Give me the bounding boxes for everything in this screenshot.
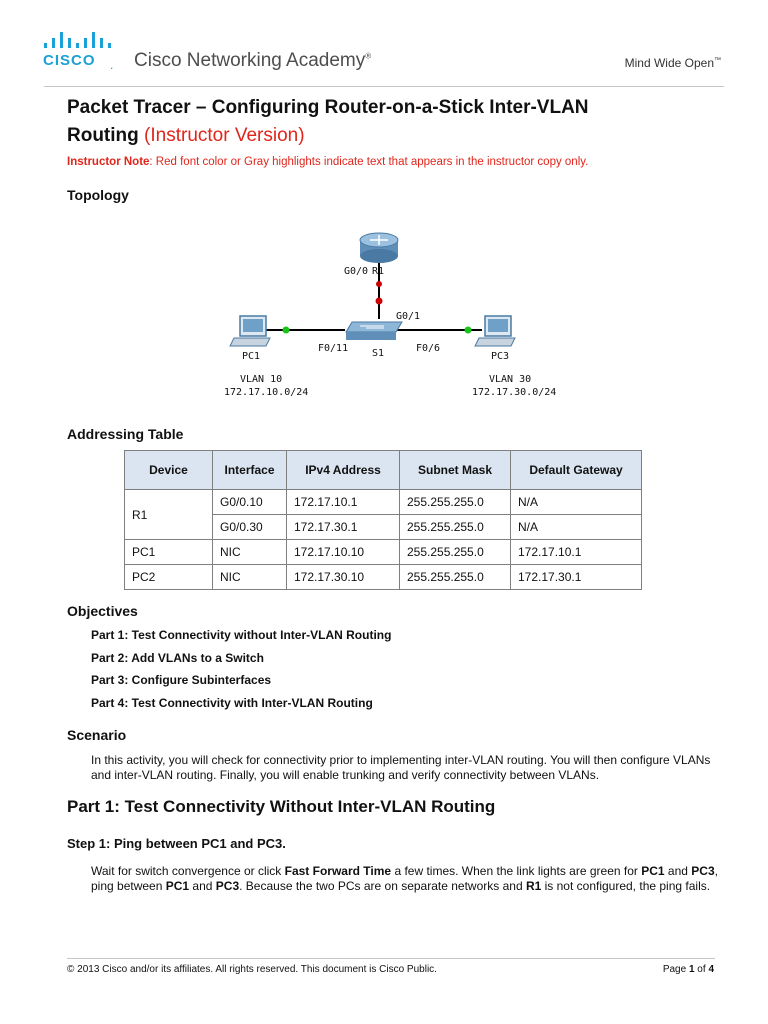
router-icon — [360, 233, 398, 263]
link-light-s1-up — [376, 298, 383, 305]
cell-ip: 172.17.10.10 — [287, 540, 400, 565]
cell-mask: 255.255.255.0 — [400, 565, 511, 590]
objective-item: Part 1: Test Connectivity without Inter-VLAN Routing — [91, 628, 392, 642]
pc3-vlan-label: VLAN 30 — [489, 374, 532, 385]
header-divider — [44, 86, 724, 87]
instructor-version-label: (Instructor Version) — [144, 125, 305, 146]
column-header-ipv4: IPv4 Address — [287, 451, 400, 490]
cell-interface: NIC — [213, 565, 287, 590]
cisco-logo-wordmark: CISCO — [43, 52, 96, 69]
table-row — [125, 565, 642, 590]
cell-device: PC1 — [125, 540, 213, 565]
step1-heading: Step 1: Ping between PC1 and PC3. — [67, 836, 286, 851]
cell-mask: 255.255.255.0 — [400, 540, 511, 565]
cell-gateway: 172.17.30.1 — [511, 565, 642, 590]
column-header-device: Device — [125, 451, 213, 490]
cell-device: R1 — [125, 490, 213, 540]
cell-interface: NIC — [213, 540, 287, 565]
router-port-label: G0/0 — [344, 266, 369, 277]
registered-mark: ® — [365, 51, 372, 61]
cell-mask: 255.255.255.0 — [400, 515, 511, 540]
cisco-logo-dot: . — [110, 58, 114, 72]
link-light-pc1 — [283, 327, 290, 334]
pc3-subnet-label: 172.17.30.0/24 — [472, 387, 557, 398]
tagline: Mind Wide Open™ — [624, 56, 721, 70]
objective-item: Part 2: Add VLANs to a Switch — [91, 651, 264, 665]
column-header-interface: Interface — [213, 451, 287, 490]
cell-ip: 172.17.30.1 — [287, 515, 400, 540]
page-header — [0, 0, 768, 88]
academy-name: Cisco Networking Academy® — [134, 50, 372, 71]
page-number: Page 1 of 4 — [662, 964, 714, 975]
cell-interface: G0/0.30 — [213, 515, 287, 540]
table-row — [125, 540, 642, 565]
trademark-mark: ™ — [714, 57, 721, 64]
page-title: Packet Tracer – Configuring Router-on-a-Stick Inter-VLAN Routing (Instructor Version) — [67, 97, 589, 146]
pc1-icon — [230, 316, 270, 346]
objectives-heading: Objectives — [67, 603, 138, 619]
addressing-table-heading: Addressing Table — [67, 426, 184, 442]
step1-text: Wait for switch convergence or click Fast Forward Time a few times. When the link lights are green for PC1 and PC3, ping between PC1 and PC3. Because the two PCs are on separate networks and R1 is not configured, the ping fails. — [91, 864, 718, 893]
footer-divider — [67, 958, 715, 959]
cell-ip: 172.17.30.10 — [287, 565, 400, 590]
pc3-name-label: PC3 — [491, 351, 510, 362]
addressing-table — [124, 450, 642, 590]
pc1-name-label: PC1 — [242, 351, 261, 362]
scenario-text: In this activity, you will check for connectivity prior to implementing inter-VLAN routing. You will then configure VLANs and inter-VLAN routing. Finally, you will enable trunking and verify connectivity between VLANs. — [91, 753, 711, 782]
scenario-heading: Scenario — [67, 727, 127, 743]
router-name-label: R1 — [372, 266, 385, 277]
objective-item: Part 3: Configure Subinterfaces — [91, 673, 272, 687]
column-header-gateway: Default Gateway — [511, 451, 642, 490]
link-light-r1 — [376, 281, 382, 287]
cell-ip: 172.17.10.1 — [287, 490, 400, 515]
title-block — [67, 94, 722, 168]
switch-uplink-label: G0/1 — [396, 311, 421, 322]
cell-mask: 255.255.255.0 — [400, 490, 511, 515]
pc1-subnet-label: 172.17.10.0/24 — [224, 387, 309, 398]
table-header-row — [125, 451, 642, 490]
topology-heading: Topology — [67, 187, 129, 203]
switch-port-left-label: F0/11 — [318, 343, 349, 354]
footer-copyright: © 2013 Cisco and/or its affiliates. All rights reserved. This document is Cisco Public. — [67, 964, 437, 975]
part1-heading: Part 1: Test Connectivity Without Inter-VLAN Routing — [67, 797, 496, 816]
cell-interface: G0/0.10 — [213, 490, 287, 515]
objective-item: Part 4: Test Connectivity with Inter-VLAN Routing — [91, 696, 373, 710]
cell-device: PC2 — [125, 565, 213, 590]
cell-gateway: N/A — [511, 515, 642, 540]
switch-port-right-label: F0/6 — [416, 343, 441, 354]
link-light-pc3 — [465, 327, 472, 334]
switch-name-label: S1 — [372, 348, 385, 359]
cell-gateway: N/A — [511, 490, 642, 515]
pc1-vlan-label: VLAN 10 — [240, 374, 283, 385]
topology-diagram — [200, 222, 560, 402]
column-header-mask: Subnet Mask — [400, 451, 511, 490]
topology-svg — [200, 222, 560, 402]
cell-gateway: 172.17.10.1 — [511, 540, 642, 565]
cisco-logo-bars-icon — [44, 32, 112, 48]
switch-icon — [346, 322, 402, 340]
instructor-note: Instructor Note: Red font color or Gray highlights indicate text that appears in the instructor copy only. — [67, 156, 589, 168]
table-row — [125, 490, 642, 515]
